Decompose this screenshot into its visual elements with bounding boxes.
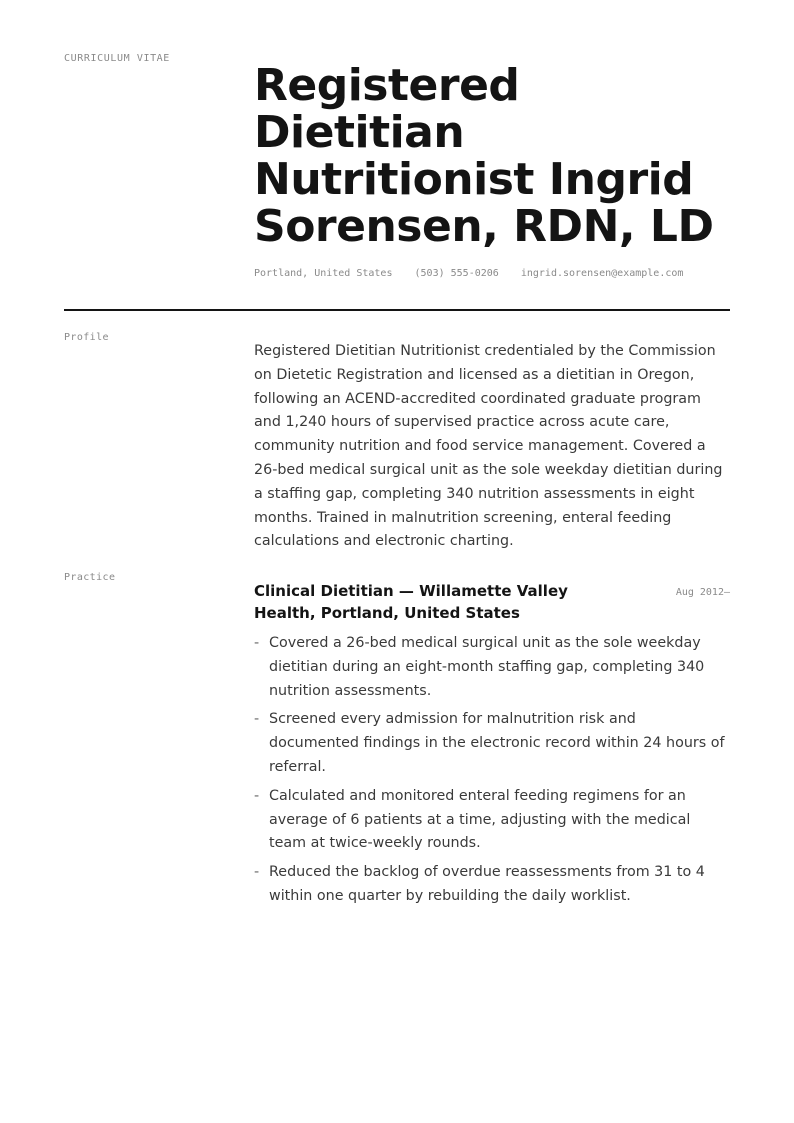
job-bullet xyxy=(254,632,730,703)
practice-section-label: Practice xyxy=(64,572,116,583)
job-entry xyxy=(254,580,730,914)
contact-location: Portland, United States xyxy=(254,268,393,279)
bullet-marker: - xyxy=(254,787,260,804)
contact-line xyxy=(254,268,683,279)
bullet-marker: - xyxy=(254,711,260,728)
job-bullets xyxy=(254,632,730,909)
bullet-marker: - xyxy=(254,864,260,881)
document-eyebrow: CURRICULUM VITAE xyxy=(64,53,170,64)
job-title: Clinical Dietitian — Willamette Valley Health, Portland, United States xyxy=(254,582,568,622)
job-date: Aug 2012– xyxy=(675,587,730,598)
job-bullet-text: Covered a 26-bed medical surgical unit as the sole weekday dietitian during an eight-month staffing gap, completing 340 nutrition assessments. xyxy=(269,635,705,699)
job-bullet xyxy=(254,861,730,909)
job-bullet-text: Reduced the backlog of overdue reassessments from 31 to 4 within one quarter by rebuilding the daily worklist. xyxy=(269,864,705,904)
header-divider xyxy=(64,309,730,311)
bullet-marker: - xyxy=(254,635,260,651)
profile-summary: Registered Dietitian Nutritionist credentialed by the Commission on Dietetic Registration and licensed as a dietitian in Oregon, following an ACEND-accredited coordinated graduate program and 1,240 hours of supervised practice across acute care, community nutrition and food service management. Covered a 26-bed medical surgical unit as the sole weekday dietitian during a staffing gap, completing 340 nutrition assessments in eight months. Trained in malnutrition screening, enteral feeding calculations and electronic charting. xyxy=(254,343,723,550)
job-bullet-text: Calculated and monitored enteral feeding regimens for an average of 6 patients at a time, adjusting with the medical team at twice-weekly rounds. xyxy=(269,787,691,852)
candidate-name: Registered Dietitian Nutritionist Ingrid Sorensen, RDN, LD xyxy=(254,60,714,252)
job-bullet xyxy=(254,708,730,779)
contact-email: ingrid.sorensen@example.com xyxy=(520,268,684,279)
job-bullet-text: Screened every admission for malnutrition risk and documented findings in the electronic record within 24 hours of referral. xyxy=(269,711,725,775)
contact-phone: (503) 555-0206 xyxy=(414,268,499,279)
job-bullet xyxy=(254,785,730,856)
job-header xyxy=(254,580,730,624)
profile-section-label: Profile xyxy=(64,332,109,343)
